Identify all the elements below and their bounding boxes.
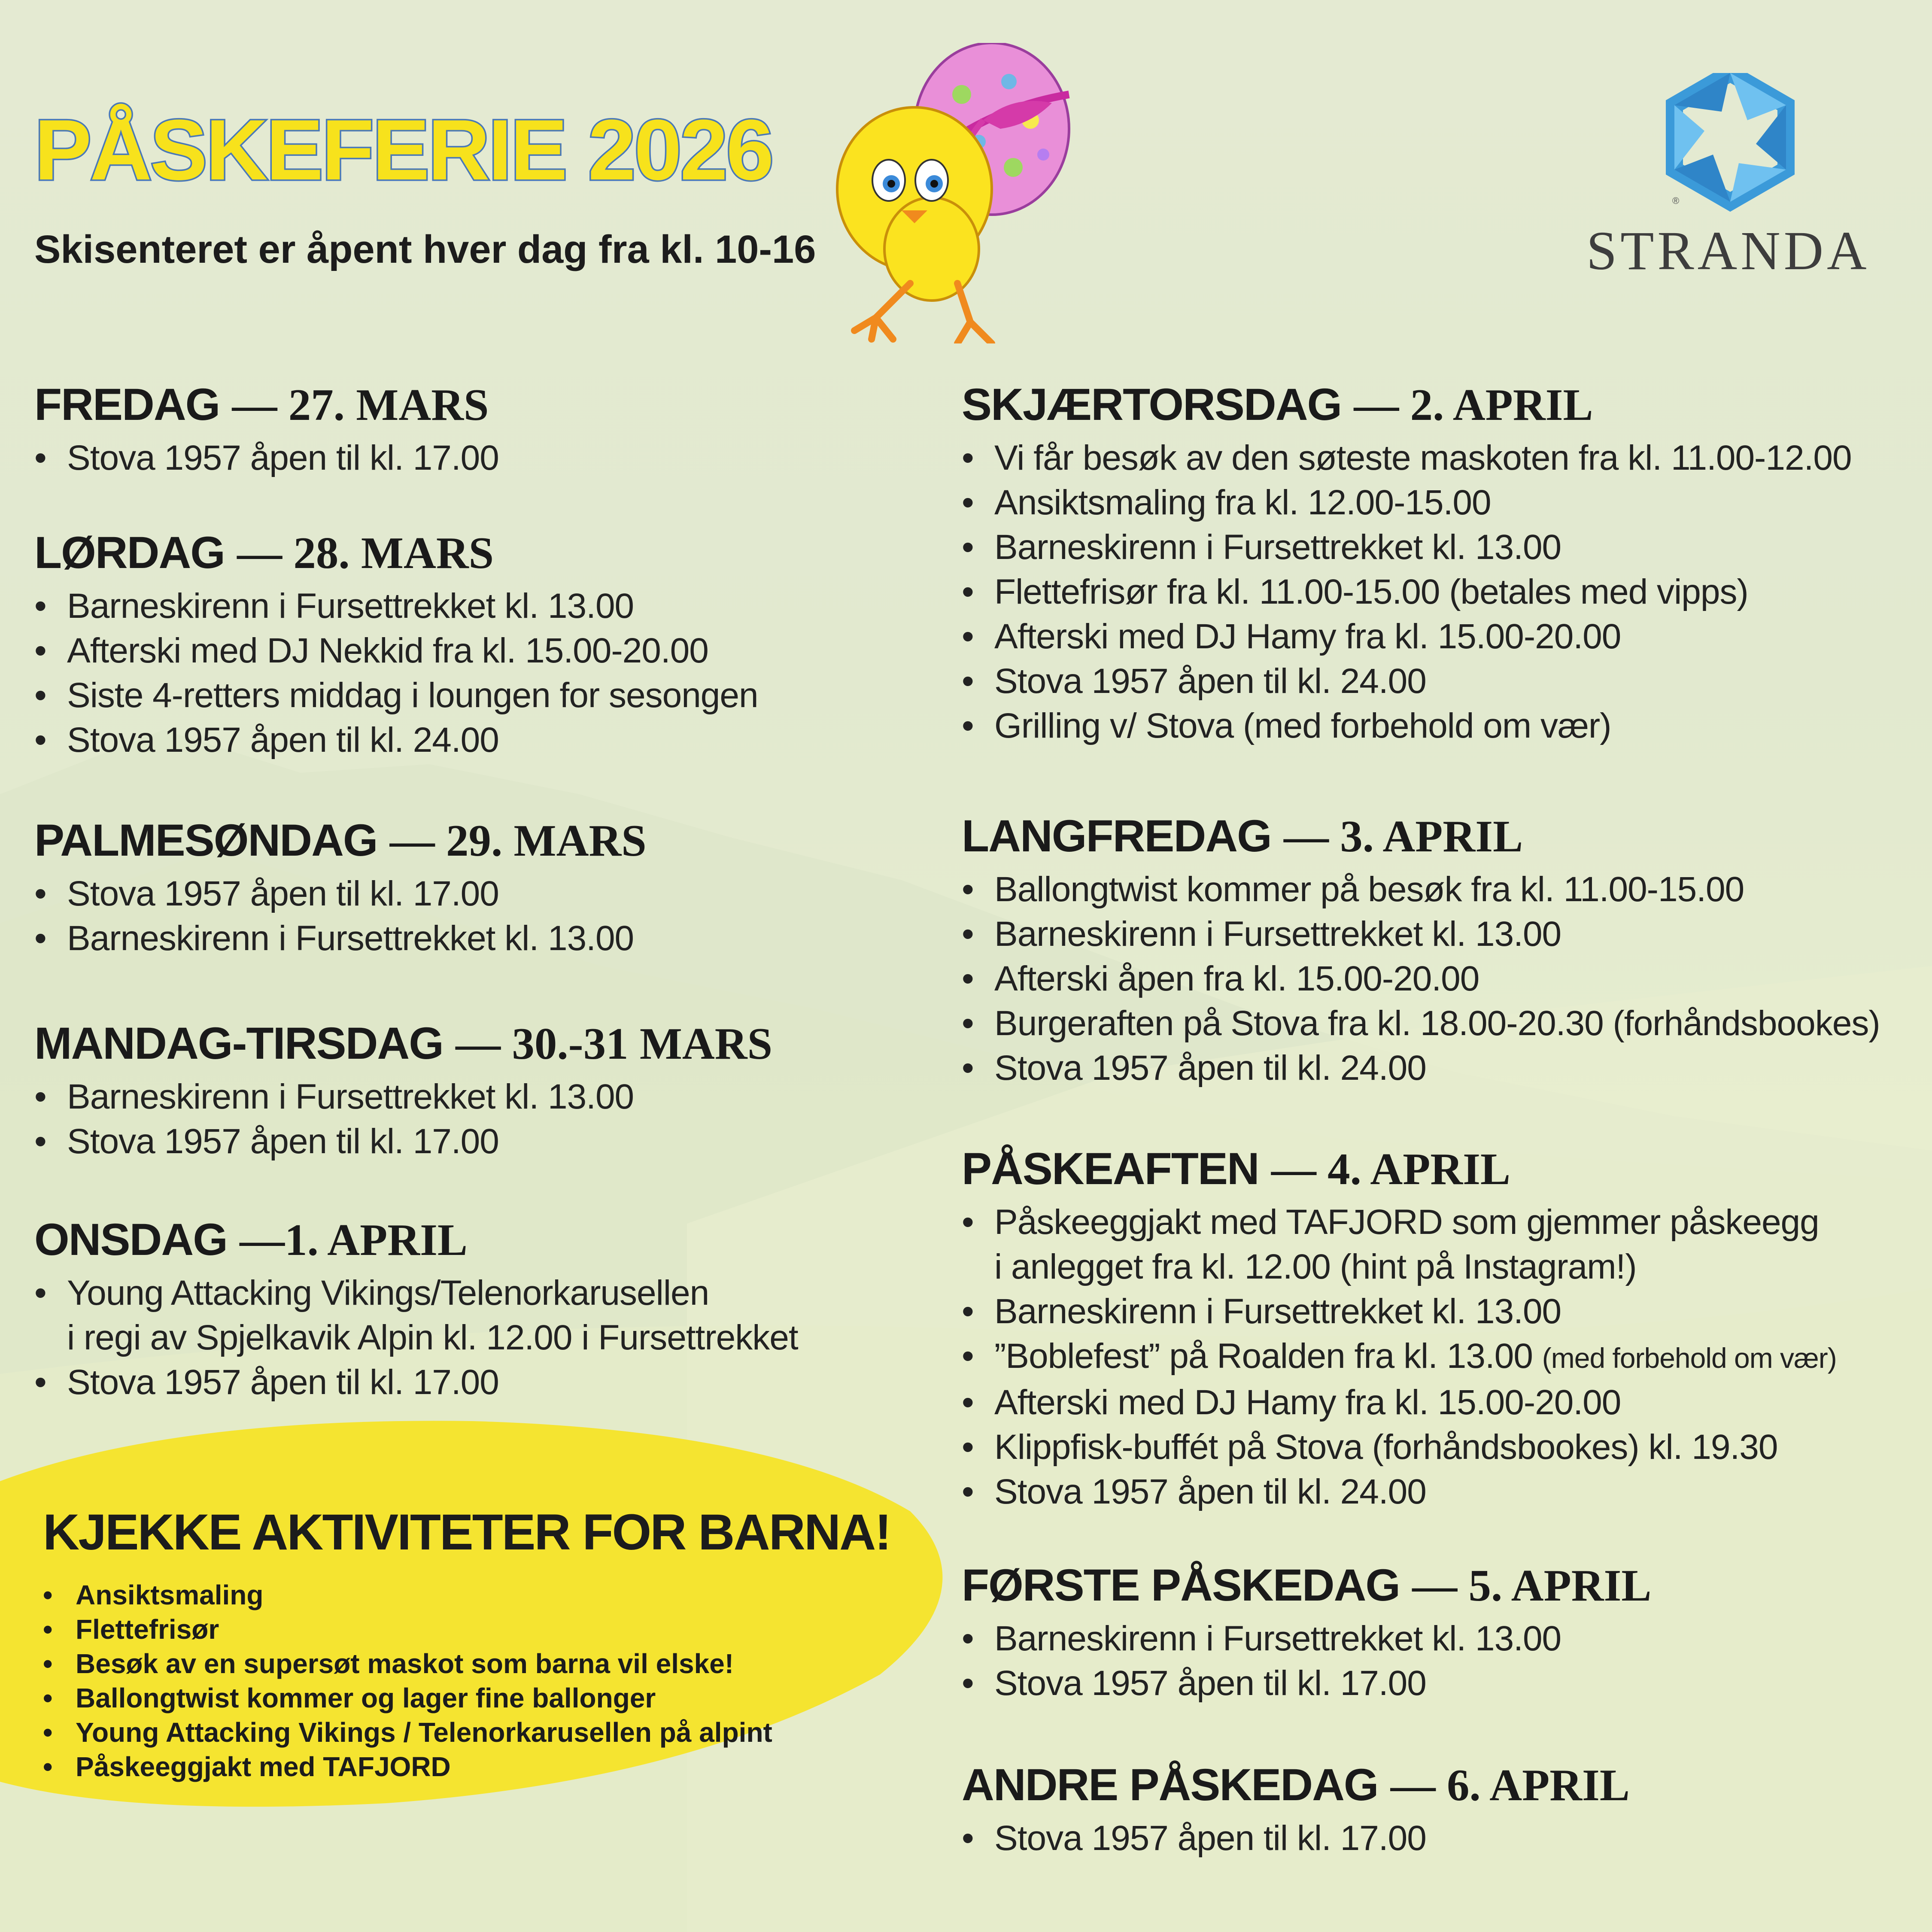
- list-item: • Klippfisk-buffét på Stova (forhåndsbookes) kl. 19.30: [962, 1428, 1778, 1467]
- list-item: • Barneskirenn i Fursettrekket kl. 13.00: [962, 1619, 1561, 1658]
- list-item: • Vi får besøk av den søteste maskoten fra kl. 11.00-12.00: [962, 438, 1852, 477]
- list-item: • Barneskirenn i Fursettrekket kl. 13.00: [34, 919, 634, 958]
- list-item: • Barneskirenn i Fursettrekket kl. 13.00: [34, 1077, 634, 1116]
- day-items: [34, 872, 936, 961]
- brand-name: TAFJORD: [323, 1751, 451, 1782]
- day-heading: FØRSTE PÅSKEDAG — 5. APRIL: [962, 1560, 1652, 1610]
- logo-text: STRANDA: [1586, 220, 1870, 281]
- list-item: • Besøk av en supersøt maskot som barna vil elske!: [43, 1648, 734, 1679]
- list-item: • Grilling v/ Stova (med forbehold om vær): [962, 706, 1611, 745]
- list-item: • Flettefrisør: [43, 1614, 219, 1645]
- list-item: • Burgeraften på Stova fra kl. 18.00-20.30 (forhåndsbookes): [962, 1004, 1880, 1043]
- list-item: • ”Boblefest” på Roalden fra kl. 13.00 (med forbehold om vær): [962, 1337, 1837, 1376]
- list-item: • Barneskirenn i Fursettrekket kl. 13.00: [34, 586, 634, 626]
- registered-mark: ®: [1672, 195, 1680, 206]
- day-heading: ONSDAG —1. APRIL: [34, 1215, 468, 1265]
- list-item: • Stova 1957 åpen til kl. 24.00: [962, 1048, 1426, 1088]
- list-item: • Ballongtwist kommer på besøk fra kl. 11.00-15.00: [962, 870, 1744, 909]
- day-items: [962, 867, 1919, 1091]
- day-heading: FREDAG — 27. MARS: [34, 380, 489, 430]
- chick-icon: [829, 43, 1108, 343]
- list-item: • Stova 1957 åpen til kl. 17.00: [34, 1363, 499, 1402]
- day-palmesondag: [34, 815, 936, 961]
- list-item: • Ansiktsmaling fra kl. 12.00-15.00: [962, 483, 1491, 522]
- page-subtitle: Skisenteret er åpent hver dag fra kl. 10-16: [34, 228, 816, 271]
- weather-note: (med forbehold om vær): [1542, 1342, 1837, 1374]
- list-item: • Stova 1957 åpen til kl. 24.00: [34, 720, 499, 759]
- day-andre-paskedag: [962, 1762, 1919, 1861]
- list-item: • Stova 1957 åpen til kl. 17.00: [962, 1664, 1426, 1703]
- day-heading: MANDAG-TIRSDAG — 30.-31 MARS: [34, 1018, 772, 1069]
- day-items: [962, 1816, 1919, 1861]
- list-item: • Afterski med DJ Hamy fra kl. 15.00-20.00: [962, 617, 1621, 656]
- list-item: • Ansiktsmaling: [43, 1580, 264, 1610]
- list-item: • Stova 1957 åpen til kl. 17.00: [962, 1819, 1426, 1858]
- day-heading: LANGFREDAG — 3. APRIL: [962, 811, 1523, 861]
- day-forste-paskedag: [962, 1560, 1919, 1706]
- day-lordag: [34, 530, 936, 762]
- day-heading: ANDRE PÅSKEDAG — 6. APRIL: [962, 1760, 1630, 1810]
- kids-section-title: KJEKKE AKTIVITETER FOR BARNA!: [43, 1504, 890, 1561]
- list-item: • Siste 4-retters middag i loungen for sesongen: [34, 676, 758, 715]
- list-item: • Stova 1957 åpen til kl. 17.00: [34, 438, 499, 477]
- day-langfredag: [962, 811, 1919, 1091]
- day-items: [34, 1271, 936, 1405]
- list-item: • Barneskirenn i Fursettrekket kl. 13.00: [962, 1292, 1561, 1331]
- day-items: [962, 1616, 1919, 1706]
- list-item: • Påskeeggjakt med TAFJORD: [43, 1751, 451, 1782]
- list-item: • Afterski med DJ Hamy fra kl. 15.00-20.00: [962, 1383, 1621, 1422]
- page-title: PÅSKEFERIE 2026: [34, 102, 772, 198]
- list-item: • Stova 1957 åpen til kl. 17.00: [34, 1122, 499, 1161]
- day-heading: LØRDAG — 28. MARS: [34, 528, 494, 578]
- list-item: • Stova 1957 åpen til kl. 17.00: [34, 874, 499, 913]
- list-item: • Flettefrisør fra kl. 11.00-15.00 (betales med vipps): [962, 572, 1748, 611]
- day-items: [34, 584, 936, 762]
- list-item: • Young Attacking Vikings/Telenorkarusellen: [34, 1273, 709, 1312]
- kids-activity-list: [43, 1578, 772, 1784]
- day-items: [962, 436, 1919, 748]
- day-onsdag: [34, 1217, 936, 1405]
- day-heading: SKJÆRTORSDAG — 2. APRIL: [962, 380, 1593, 430]
- day-items: [962, 1200, 1919, 1514]
- list-item: • Afterski åpen fra kl. 15.00-20.00: [962, 959, 1479, 998]
- list-item: • Barneskirenn i Fursettrekket kl. 13.00: [962, 914, 1561, 954]
- list-item: • Young Attacking Vikings / Telenorkarusellen på alpint: [43, 1717, 772, 1748]
- day-paskeaften: [962, 1146, 1919, 1514]
- list-item: • Stova 1957 åpen til kl. 24.00: [962, 1472, 1426, 1511]
- list-item: • Ballongtwist kommer og lager fine ballonger: [43, 1683, 656, 1713]
- list-item: • Afterski med DJ Nekkid fra kl. 15.00-20.00: [34, 631, 708, 670]
- day-heading: PÅSKEAFTEN — 4. APRIL: [962, 1144, 1511, 1194]
- list-item: • Barneskirenn i Fursettrekket kl. 13.00: [962, 528, 1561, 567]
- day-skjaertorsdag: [962, 382, 1919, 748]
- list-item: • Påskeeggjakt med TAFJORD som gjemmer påskeegg: [962, 1203, 1819, 1242]
- list-item-continuation: i anlegget fra kl. 12.00 (hint på Instagram!): [994, 1247, 1637, 1286]
- day-heading: PALMESØNDAG — 29. MARS: [34, 815, 647, 866]
- day-fredag: [34, 382, 936, 480]
- list-item-continuation: i regi av Spjelkavik Alpin kl. 12.00 i Fursettrekket: [67, 1318, 798, 1357]
- day-mandag-tirsdag: [34, 1018, 936, 1164]
- list-item: • Stova 1957 åpen til kl. 24.00: [962, 662, 1426, 701]
- day-items: [34, 436, 936, 480]
- day-items: [34, 1075, 936, 1164]
